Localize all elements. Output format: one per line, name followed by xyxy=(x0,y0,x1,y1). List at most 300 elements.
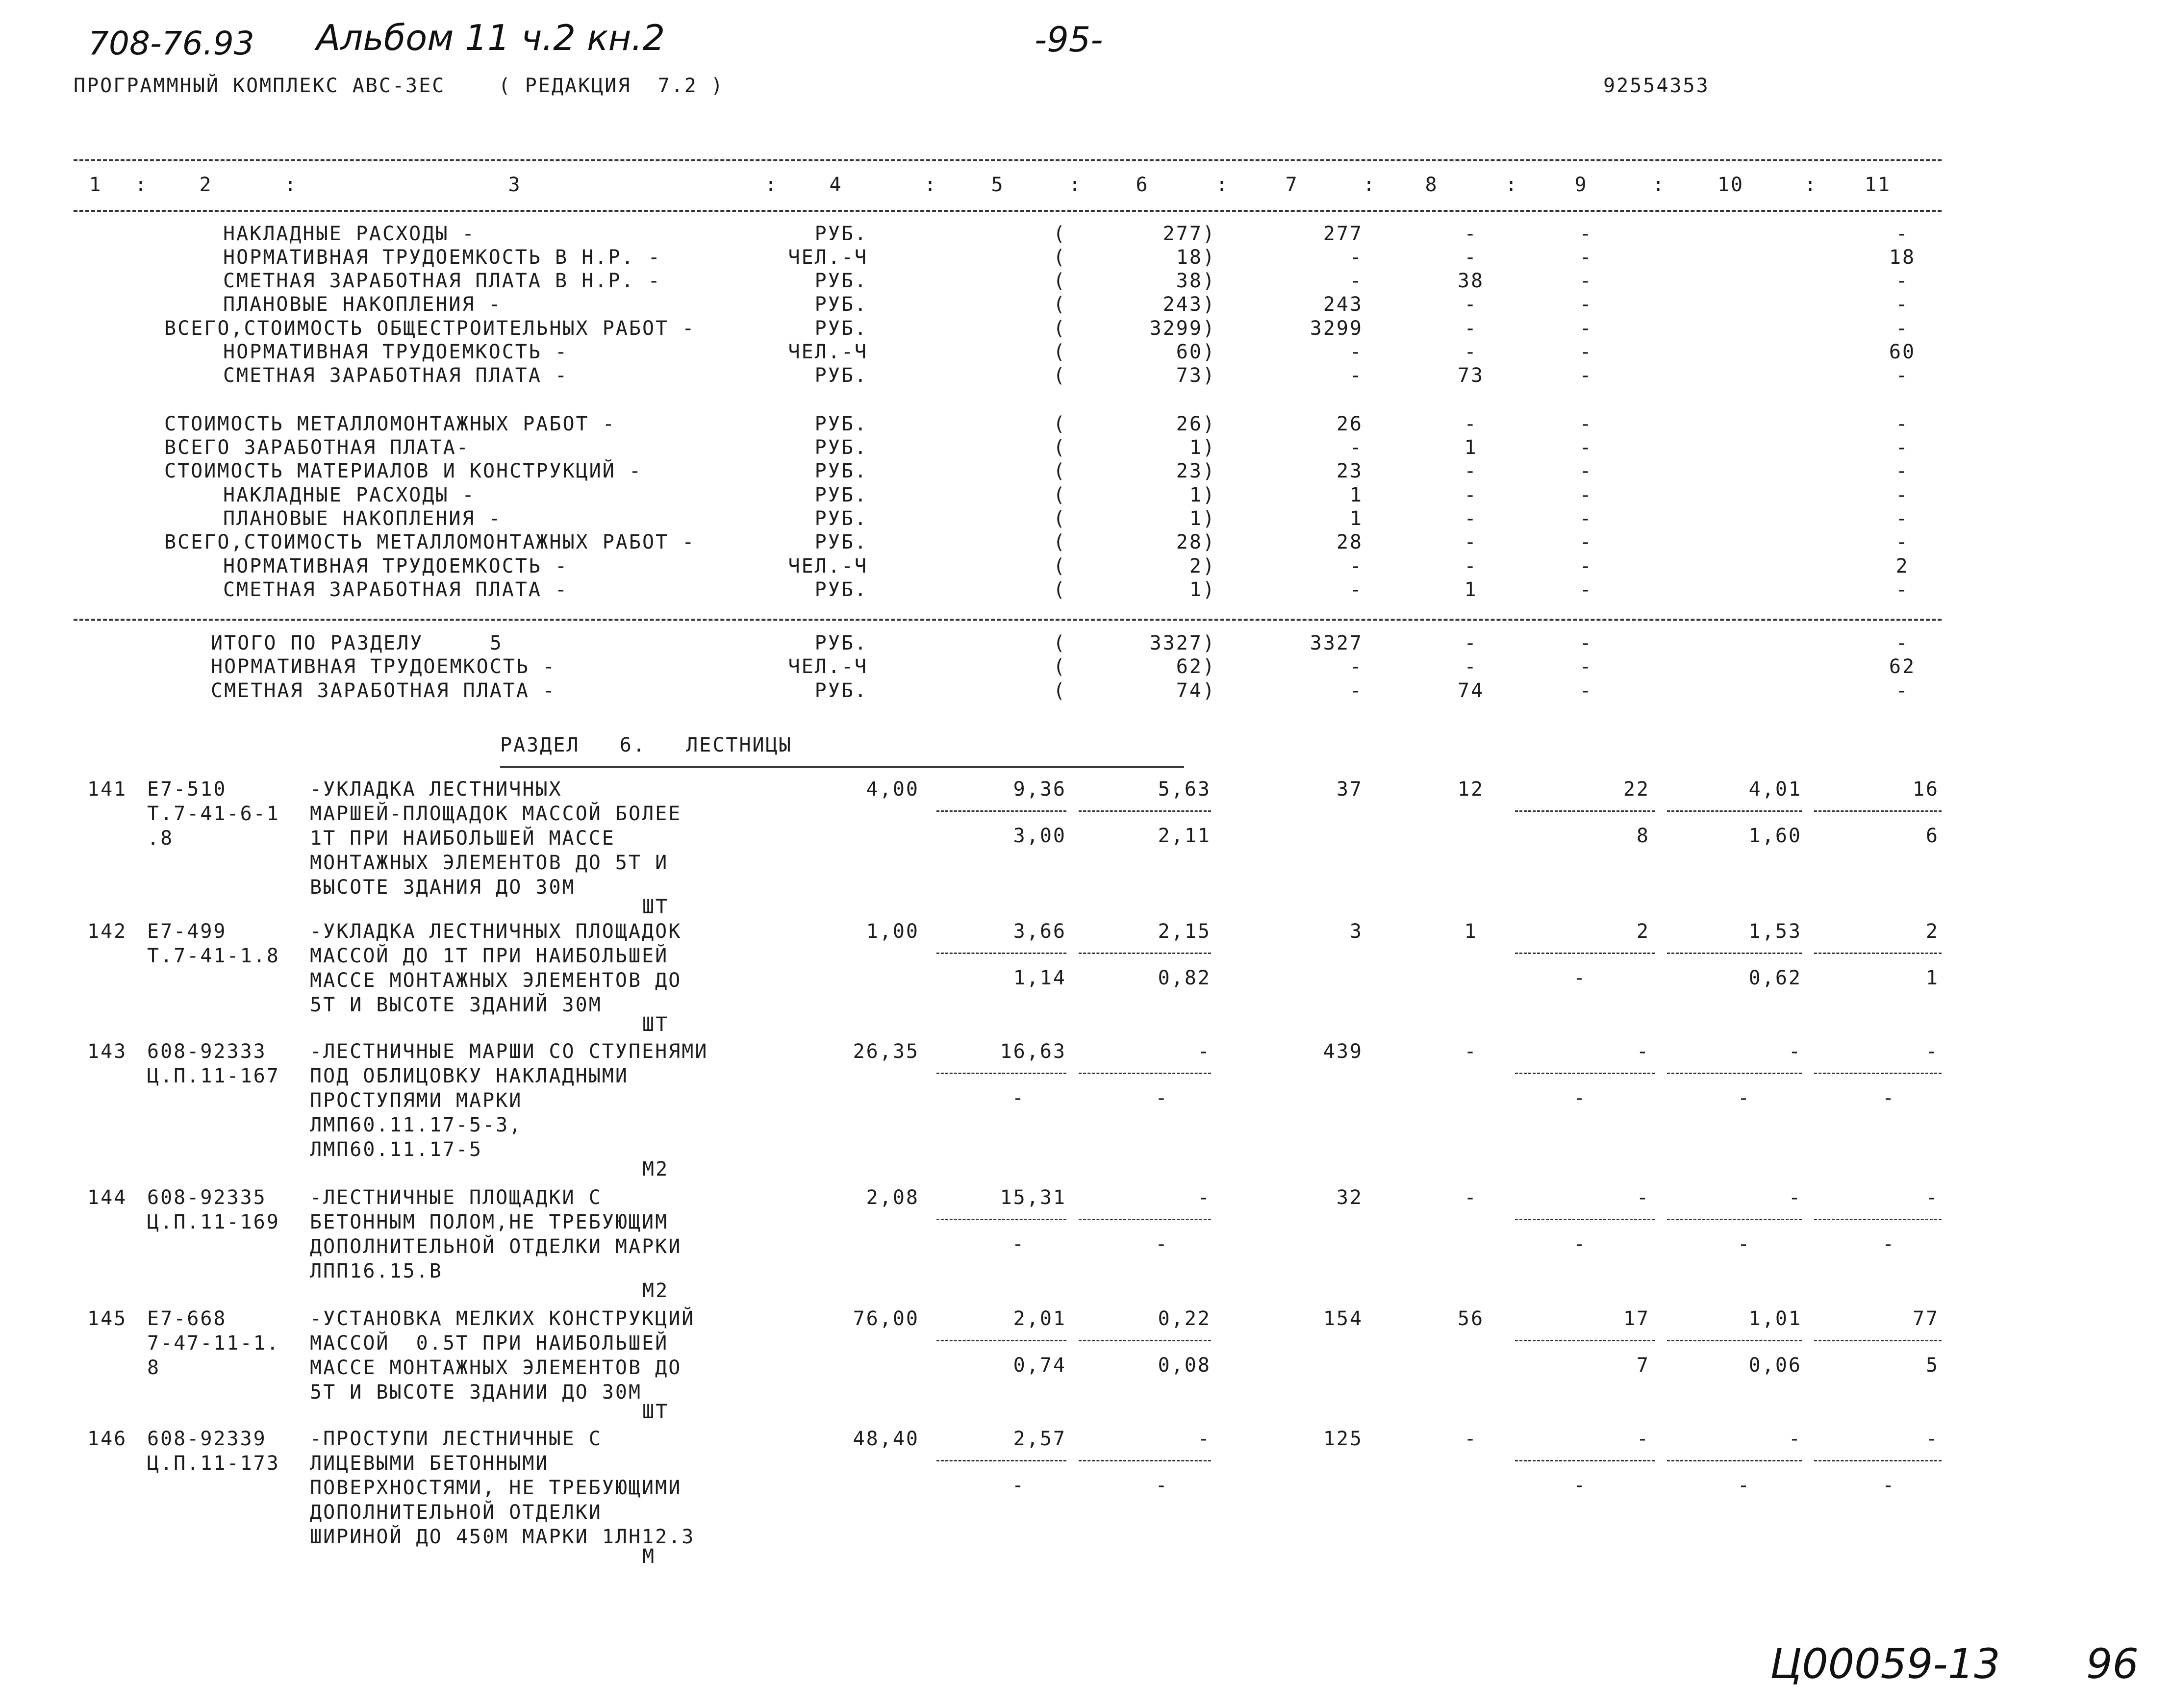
item-146-unit: М xyxy=(642,1545,656,1568)
total-row-col6-0: 3327) xyxy=(1149,632,1216,654)
summary-row-col7-0: 277 xyxy=(1323,223,1363,245)
total-row-paren-1: ( xyxy=(1053,655,1067,678)
summary-row-paren-9: ( xyxy=(1053,460,1067,482)
item-144-desc-1: БЕТОННЫМ ПОЛОМ,НЕ ТРЕБУЮЩИМ xyxy=(310,1211,669,1233)
summary-row-col11-1: 18 xyxy=(1889,246,1916,269)
summary-row-col11-12: - xyxy=(1895,531,1909,553)
item-145-col10: 1,01 xyxy=(1748,1307,1802,1330)
total-row-col8-0: - xyxy=(1464,632,1478,654)
item-144-desc-3: ЛПП16.15.В xyxy=(310,1260,443,1282)
item-142-col11: 2 xyxy=(1925,920,1939,943)
summary-row-col8-7: - xyxy=(1464,413,1478,435)
item-142-code-0: Е7-499 xyxy=(147,920,227,943)
item-144-col6: - xyxy=(1197,1186,1211,1209)
summary-row-col8-12: - xyxy=(1464,531,1478,553)
item-143-code-0: 608-92333 xyxy=(147,1040,267,1063)
item-141-col5: 9,36 xyxy=(1013,778,1066,801)
summary-row-name-14: СМЕТНАЯ ЗАРАБОТНАЯ ПЛАТА - xyxy=(223,578,569,601)
item-143-number: 143 xyxy=(87,1040,127,1063)
item-145-rule-11 xyxy=(1814,1340,1942,1341)
summary-row-col7-2: - xyxy=(1349,270,1363,292)
item-143-rule-6 xyxy=(1079,1073,1211,1074)
summary-row-name-6: СМЕТНАЯ ЗАРАБОТНАЯ ПЛАТА - xyxy=(223,364,569,387)
total-row-paren-0: ( xyxy=(1053,632,1067,654)
item-142-desc-2: МАССЕ МОНТАЖНЫХ ЭЛЕМЕНТОВ ДО xyxy=(310,969,682,992)
item-141-desc-1: МАРШЕЙ-ПЛОЩАДОК МАССОЙ БОЛЕЕ xyxy=(310,803,682,825)
summary-row-col7-3: 243 xyxy=(1323,293,1363,316)
summary-row-col9-5: - xyxy=(1579,341,1593,363)
item-142-col9-sub: - xyxy=(1573,967,1587,989)
item-146-col9: - xyxy=(1636,1428,1650,1450)
summary-row-col11-6: - xyxy=(1895,364,1909,387)
summary-row-col9-6: - xyxy=(1579,364,1593,387)
item-142-rule-5 xyxy=(936,953,1066,954)
summary-row-col6-14: 1) xyxy=(1189,578,1216,601)
item-143-col11: - xyxy=(1925,1040,1939,1063)
item-141-rule-10 xyxy=(1667,810,1802,812)
item-146-code-1: Ц.П.11-173 xyxy=(147,1452,280,1475)
summary-row-paren-0: ( xyxy=(1053,223,1067,245)
summary-row-name-13: НОРМАТИВНАЯ ТРУДОЕМКОСТЬ - xyxy=(223,555,569,578)
item-145-unit: ШТ xyxy=(642,1401,669,1423)
item-146-col5: 2,57 xyxy=(1013,1428,1066,1450)
item-144-rule-6 xyxy=(1079,1219,1211,1220)
summary-row-col8-9: - xyxy=(1464,460,1478,482)
item-141-col5-sub: 3,00 xyxy=(1013,825,1066,847)
summary-row-col8-11: - xyxy=(1464,507,1478,530)
summary-row-unit-3: РУБ. xyxy=(814,293,868,316)
summary-row-name-10: НАКЛАДНЫЕ РАСХОДЫ - xyxy=(223,484,476,506)
summary-row-col9-2: - xyxy=(1579,270,1593,292)
item-141-code-2: .8 xyxy=(147,827,174,850)
summary-row-unit-7: РУБ. xyxy=(814,413,868,435)
summary-row-paren-12: ( xyxy=(1053,531,1067,553)
summary-row-col6-11: 1) xyxy=(1189,507,1216,530)
summary-row-unit-8: РУБ. xyxy=(814,436,868,459)
summary-row-col11-13: 2 xyxy=(1895,555,1909,578)
summary-row-col7-10: 1 xyxy=(1349,484,1363,506)
item-146-rule-10 xyxy=(1667,1460,1802,1461)
summary-row-col8-2: 38 xyxy=(1457,270,1485,292)
item-146-col10-sub: - xyxy=(1737,1474,1751,1497)
item-143-code-1: Ц.П.11-167 xyxy=(147,1065,280,1087)
total-row-col7-2: - xyxy=(1349,679,1363,702)
summary-row-paren-8: ( xyxy=(1053,436,1067,459)
item-142-desc-3: 5Т И ВЫСОТЕ ЗДАНИЙ 30М xyxy=(310,994,602,1016)
summary-row-unit-1: ЧЕЛ.-Ч xyxy=(788,246,868,269)
item-145-code-0: Е7-668 xyxy=(147,1307,227,1330)
item-144-col11-sub: - xyxy=(1882,1233,1896,1256)
item-144-col8: - xyxy=(1464,1186,1478,1209)
summary-row-col6-13: 2) xyxy=(1189,555,1216,578)
summary-row-name-9: СТОИМОСТЬ МАТЕРИАЛОВ И КОНСТРУКЦИЙ - xyxy=(164,460,642,482)
summary-row-name-11: ПЛАНОВЫЕ НАКОПЛЕНИЯ - xyxy=(223,507,502,530)
item-144-number: 144 xyxy=(87,1186,127,1209)
summary-row-col6-6: 73) xyxy=(1176,364,1216,387)
column-header-10: 10 xyxy=(1717,174,1744,196)
item-141-col9-sub: 8 xyxy=(1636,825,1650,847)
total-row-name-0: ИТОГО ПО РАЗДЕЛУ 5 xyxy=(211,632,503,654)
summary-row-col7-9: 23 xyxy=(1336,460,1363,482)
item-145-col5-sub: 0,74 xyxy=(1013,1354,1066,1377)
item-143-col5-sub: - xyxy=(1011,1087,1026,1109)
total-row-col8-1: - xyxy=(1464,655,1478,678)
summary-row-paren-13: ( xyxy=(1053,555,1067,578)
column-separator-4: : xyxy=(924,174,938,196)
item-146-col11: - xyxy=(1925,1428,1939,1450)
item-143-col11-sub: - xyxy=(1882,1087,1896,1109)
total-row-col7-0: 3327 xyxy=(1310,632,1363,654)
summary-row-paren-1: ( xyxy=(1053,246,1067,269)
item-141-col6-sub: 2,11 xyxy=(1158,825,1211,847)
summary-row-col9-7: - xyxy=(1579,413,1593,435)
column-separator-1: : xyxy=(135,174,149,196)
item-142-rule-9 xyxy=(1515,953,1655,954)
item-142-number: 142 xyxy=(87,920,127,943)
column-separator-3: : xyxy=(765,174,779,196)
summary-row-unit-14: РУБ. xyxy=(814,578,868,601)
summary-row-paren-10: ( xyxy=(1053,484,1067,506)
summary-row-col6-2: 38) xyxy=(1176,270,1216,292)
item-142-col6: 2,15 xyxy=(1158,920,1211,943)
summary-row-paren-14: ( xyxy=(1053,578,1067,601)
summary-row-col6-1: 18) xyxy=(1176,246,1216,269)
item-146-col8: - xyxy=(1464,1428,1478,1450)
item-146-desc-4: ШИРИНОЙ ДО 450М МАРКИ 1ЛН12.3 xyxy=(310,1526,695,1548)
total-row-name-1: НОРМАТИВНАЯ ТРУДОЕМКОСТЬ - xyxy=(211,655,556,678)
item-144-col11: - xyxy=(1925,1186,1939,1209)
summary-row-col11-10: - xyxy=(1895,484,1909,506)
header-rule-top xyxy=(74,159,1942,161)
footer-page: 96 xyxy=(2086,1640,2139,1688)
summary-row-unit-9: РУБ. xyxy=(814,460,868,482)
item-146-col9-sub: - xyxy=(1573,1474,1587,1497)
item-142-col8: 1 xyxy=(1464,920,1478,943)
item-146-rule-5 xyxy=(936,1460,1066,1461)
item-146-rule-9 xyxy=(1515,1460,1655,1461)
item-146-desc-2: ПОВЕРХНОСТЯМИ, НЕ ТРЕБУЮЩИМИ xyxy=(310,1477,682,1499)
item-144-col9: - xyxy=(1636,1186,1650,1209)
item-142-col5-sub: 1,14 xyxy=(1013,967,1066,989)
summary-row-paren-4: ( xyxy=(1053,317,1067,340)
summary-row-col6-10: 1) xyxy=(1189,484,1216,506)
summary-row-col7-8: - xyxy=(1349,436,1363,459)
item-141-desc-4: ВЫСОТЕ ЗДАНИЯ ДО 30М xyxy=(310,876,576,899)
item-146-col6-sub: - xyxy=(1155,1474,1169,1497)
total-row-unit-0: РУБ. xyxy=(814,632,868,654)
summary-row-col6-9: 23) xyxy=(1176,460,1216,482)
total-row-col9-1: - xyxy=(1579,655,1593,678)
summary-row-col11-0: - xyxy=(1895,223,1909,245)
summary-row-col9-0: - xyxy=(1579,223,1593,245)
item-145-qty: 76,00 xyxy=(853,1307,919,1330)
column-separator-10: : xyxy=(1804,174,1818,196)
item-142-code-1: Т.7-41-1.8 xyxy=(147,945,280,967)
summary-row-col8-8: 1 xyxy=(1464,436,1478,459)
summary-row-col6-0: 277) xyxy=(1162,223,1216,245)
item-144-desc-2: ДОПОЛНИТЕЛЬНОЙ ОТДЕЛКИ МАРКИ xyxy=(310,1235,682,1258)
summary-row-name-3: ПЛАНОВЫЕ НАКОПЛЕНИЯ - xyxy=(223,293,502,316)
summary-row-unit-11: РУБ. xyxy=(814,507,868,530)
item-142-col7: 3 xyxy=(1349,920,1363,943)
item-143-rule-5 xyxy=(936,1073,1066,1074)
item-142-col10: 1,53 xyxy=(1748,920,1802,943)
summary-row-col11-2: - xyxy=(1895,270,1909,292)
summary-row-unit-10: РУБ. xyxy=(814,484,868,506)
item-143-col8: - xyxy=(1464,1040,1478,1063)
summary-row-col8-3: - xyxy=(1464,293,1478,316)
item-142-qty: 1,00 xyxy=(866,920,919,943)
album-label: Альбом 11 ч.2 кн.2 xyxy=(316,17,665,58)
item-141-col6: 5,63 xyxy=(1158,778,1211,801)
item-144-desc-0: -ЛЕСТНИЧНЫЕ ПЛОЩАДКИ С xyxy=(310,1186,602,1209)
item-144-col5: 15,31 xyxy=(1000,1186,1066,1209)
summary-row-paren-5: ( xyxy=(1053,341,1067,363)
total-row-col11-0: - xyxy=(1895,632,1909,654)
summary-row-col9-11: - xyxy=(1579,507,1593,530)
item-143-rule-10 xyxy=(1667,1073,1802,1074)
summary-row-col11-14: - xyxy=(1895,578,1909,601)
summary-row-name-1: НОРМАТИВНАЯ ТРУДОЕМКОСТЬ В Н.Р. - xyxy=(223,246,661,269)
item-141-number: 141 xyxy=(87,778,127,801)
item-145-col11-sub: 5 xyxy=(1925,1354,1939,1377)
item-141-col9: 22 xyxy=(1623,778,1650,801)
summary-row-col8-10: - xyxy=(1464,484,1478,506)
item-145-desc-1: МАССОЙ 0.5Т ПРИ НАИБОЛЬШЕЙ xyxy=(310,1332,669,1355)
item-141-code-1: Т.7-41-6-1 xyxy=(147,803,280,825)
total-row-col7-1: - xyxy=(1349,655,1363,678)
summary-row-name-5: НОРМАТИВНАЯ ТРУДОЕМКОСТЬ - xyxy=(223,341,569,363)
item-143-col6-sub: - xyxy=(1155,1087,1169,1109)
summary-row-col8-1: - xyxy=(1464,246,1478,269)
summary-row-col11-8: - xyxy=(1895,436,1909,459)
summary-row-col7-14: - xyxy=(1349,578,1363,601)
total-row-paren-2: ( xyxy=(1053,679,1067,702)
item-144-rule-9 xyxy=(1515,1219,1655,1220)
total-row-unit-1: ЧЕЛ.-Ч xyxy=(788,655,868,678)
summary-row-paren-11: ( xyxy=(1053,507,1067,530)
summary-row-col6-3: 243) xyxy=(1162,293,1216,316)
item-141-rule-6 xyxy=(1079,810,1211,812)
item-143-desc-4: ЛМП60.11.17-5 xyxy=(310,1138,483,1161)
summary-row-paren-2: ( xyxy=(1053,270,1067,292)
item-146-col6: - xyxy=(1197,1428,1211,1450)
item-142-col10-sub: 0,62 xyxy=(1748,967,1802,989)
summary-row-unit-2: РУБ. xyxy=(814,270,868,292)
column-header-6: 6 xyxy=(1136,174,1149,196)
item-142-col9: 2 xyxy=(1636,920,1650,943)
summary-row-col6-7: 26) xyxy=(1176,413,1216,435)
item-145-rule-10 xyxy=(1667,1340,1802,1341)
column-separator-2: : xyxy=(284,174,298,196)
item-146-qty: 48,40 xyxy=(853,1428,919,1450)
item-143-desc-2: ПРОСТУПЯМИ МАРКИ xyxy=(310,1089,523,1112)
item-146-rule-11 xyxy=(1814,1460,1942,1461)
column-header-1: 1 xyxy=(89,174,102,196)
item-145-col6-sub: 0,08 xyxy=(1158,1354,1211,1377)
summary-row-col9-14: - xyxy=(1579,578,1593,601)
summary-row-col7-1: - xyxy=(1349,246,1363,269)
item-145-code-1: 7-47-11-1. xyxy=(147,1332,280,1355)
item-146-number: 146 xyxy=(87,1428,127,1450)
item-141-code-0: Е7-510 xyxy=(147,778,227,801)
item-143-col5: 16,63 xyxy=(1000,1040,1066,1063)
item-143-col10: - xyxy=(1788,1040,1802,1063)
item-141-col7: 37 xyxy=(1336,778,1363,801)
column-header-2: 2 xyxy=(199,174,213,196)
item-143-unit: М2 xyxy=(642,1158,669,1181)
item-143-rule-11 xyxy=(1814,1073,1942,1074)
column-separator-7: : xyxy=(1363,174,1377,196)
item-145-code-2: 8 xyxy=(147,1356,161,1379)
summary-row-unit-6: РУБ. xyxy=(814,364,868,387)
summary-row-col11-3: - xyxy=(1895,293,1909,316)
item-143-col7: 439 xyxy=(1323,1040,1363,1063)
item-145-col7: 154 xyxy=(1323,1307,1363,1330)
summary-row-col9-1: - xyxy=(1579,246,1593,269)
item-145-col9: 17 xyxy=(1623,1307,1650,1330)
summary-row-unit-13: ЧЕЛ.-Ч xyxy=(788,555,868,578)
item-145-col6: 0,22 xyxy=(1158,1307,1211,1330)
item-144-col10-sub: - xyxy=(1737,1233,1751,1256)
summary-row-col7-7: 26 xyxy=(1336,413,1363,435)
totals-rule xyxy=(74,619,1942,621)
item-142-col6-sub: 0,82 xyxy=(1158,967,1211,989)
total-row-col11-2: - xyxy=(1895,679,1909,702)
column-header-4: 4 xyxy=(829,174,843,196)
item-142-col5: 3,66 xyxy=(1013,920,1066,943)
total-row-name-2: СМЕТНАЯ ЗАРАБОТНАЯ ПЛАТА - xyxy=(211,679,556,702)
summary-row-col11-7: - xyxy=(1895,413,1909,435)
item-141-unit: ШТ xyxy=(642,896,669,918)
item-146-rule-6 xyxy=(1079,1460,1211,1461)
item-141-col11-sub: 6 xyxy=(1925,825,1939,847)
summary-row-name-4: ВСЕГО,СТОИМОСТЬ ОБЩЕСТРОИТЕЛЬНЫХ РАБОТ - xyxy=(164,317,696,340)
item-145-rule-6 xyxy=(1079,1340,1211,1341)
item-144-code-0: 608-92335 xyxy=(147,1186,267,1209)
summary-row-col7-5: - xyxy=(1349,341,1363,363)
section-underline xyxy=(500,766,1184,769)
summary-row-col9-9: - xyxy=(1579,460,1593,482)
item-141-col11: 16 xyxy=(1912,778,1939,801)
item-141-rule-9 xyxy=(1515,810,1655,812)
summary-row-col11-9: - xyxy=(1895,460,1909,482)
summary-row-col9-3: - xyxy=(1579,293,1593,316)
summary-row-col8-6: 73 xyxy=(1457,364,1485,387)
item-144-col9-sub: - xyxy=(1573,1233,1587,1256)
item-144-rule-11 xyxy=(1814,1219,1942,1220)
summary-row-col6-5: 60) xyxy=(1176,341,1216,363)
item-143-col10-sub: - xyxy=(1737,1087,1751,1109)
item-146-col11-sub: - xyxy=(1882,1474,1896,1497)
summary-row-paren-6: ( xyxy=(1053,364,1067,387)
item-143-col6: - xyxy=(1197,1040,1211,1063)
column-separator-6: : xyxy=(1216,174,1230,196)
item-142-rule-11 xyxy=(1814,953,1942,954)
summary-row-col9-8: - xyxy=(1579,436,1593,459)
summary-row-col8-5: - xyxy=(1464,341,1478,363)
item-143-col9-sub: - xyxy=(1573,1087,1587,1109)
summary-row-col9-10: - xyxy=(1579,484,1593,506)
summary-row-col8-14: 1 xyxy=(1464,578,1478,601)
header-rule-bottom xyxy=(74,210,1942,212)
item-144-col10: - xyxy=(1788,1186,1802,1209)
summary-row-name-7: СТОИМОСТЬ МЕТАЛЛОМОНТАЖНЫХ РАБОТ - xyxy=(164,413,616,435)
item-143-desc-1: ПОД ОБЛИЦОВКУ НАКЛАДНЫМИ xyxy=(310,1065,629,1087)
item-141-desc-2: 1Т ПРИ НАИБОЛЬШЕЙ МАССЕ xyxy=(310,827,615,850)
item-144-code-1: Ц.П.11-169 xyxy=(147,1211,280,1233)
item-145-col8: 56 xyxy=(1457,1307,1485,1330)
total-row-col9-2: - xyxy=(1579,679,1593,702)
item-145-number: 145 xyxy=(87,1307,127,1330)
column-header-9: 9 xyxy=(1574,174,1588,196)
summary-row-unit-12: РУБ. xyxy=(814,531,868,553)
item-143-rule-9 xyxy=(1515,1073,1655,1074)
summary-row-col7-12: 28 xyxy=(1336,531,1363,553)
item-146-desc-1: ЛИЦЕВЫМИ БЕТОННЫМИ xyxy=(310,1452,549,1475)
item-143-desc-0: -ЛЕСТНИЧНЫЕ МАРШИ СО СТУПЕНЯМИ xyxy=(310,1040,708,1063)
total-row-col9-0: - xyxy=(1579,632,1593,654)
summary-row-col11-5: 60 xyxy=(1889,341,1916,363)
item-146-desc-3: ДОПОЛНИТЕЛЬНОЙ ОТДЕЛКИ xyxy=(310,1501,602,1524)
summary-row-name-2: СМЕТНАЯ ЗАРАБОТНАЯ ПЛАТА В Н.Р. - xyxy=(223,270,661,292)
summary-row-col7-13: - xyxy=(1349,555,1363,578)
column-header-11: 11 xyxy=(1864,174,1892,196)
total-row-col6-2: 74) xyxy=(1176,679,1216,702)
summary-row-unit-4: РУБ. xyxy=(814,317,868,340)
summary-row-col11-11: - xyxy=(1895,507,1909,530)
item-141-col10-sub: 1,60 xyxy=(1748,825,1802,847)
item-146-code-0: 608-92339 xyxy=(147,1428,267,1450)
item-143-desc-3: ЛМП60.11.17-5-3, xyxy=(310,1114,523,1136)
item-146-col5-sub: - xyxy=(1011,1474,1026,1497)
item-145-desc-0: -УСТАНОВКА МЕЛКИХ КОНСТРУКЦИЙ xyxy=(310,1307,695,1330)
item-141-col10: 4,01 xyxy=(1748,778,1802,801)
item-144-col5-sub: - xyxy=(1011,1233,1026,1256)
item-145-col11: 77 xyxy=(1912,1307,1939,1330)
item-145-rule-9 xyxy=(1515,1340,1655,1341)
summary-row-col11-4: - xyxy=(1895,317,1909,340)
item-146-col7: 125 xyxy=(1323,1428,1363,1450)
footer-code: Ц00059-13 xyxy=(1770,1640,2000,1688)
item-145-col10-sub: 0,06 xyxy=(1748,1354,1802,1377)
column-header-3: 3 xyxy=(508,174,522,196)
total-row-col11-1: 62 xyxy=(1889,655,1916,678)
item-142-unit: ШТ xyxy=(642,1013,669,1036)
total-row-col8-2: 74 xyxy=(1457,679,1485,702)
summary-row-col8-4: - xyxy=(1464,317,1478,340)
doc-number: 708-76.93 xyxy=(88,25,254,62)
item-141-desc-0: -УКЛАДКА ЛЕСТНИЧНЫХ xyxy=(310,778,562,801)
summary-row-name-12: ВСЕГО,СТОИМОСТЬ МЕТАЛЛОМОНТАЖНЫХ РАБОТ - xyxy=(164,531,696,553)
column-header-5: 5 xyxy=(991,174,1005,196)
summary-row-paren-3: ( xyxy=(1053,293,1067,316)
summary-row-col6-12: 28) xyxy=(1176,531,1216,553)
item-142-desc-1: МАССОЙ ДО 1Т ПРИ НАИБОЛЬШЕЙ xyxy=(310,945,669,967)
column-separator-5: : xyxy=(1069,174,1083,196)
item-142-rule-6 xyxy=(1079,953,1211,954)
item-141-desc-3: МОНТАЖНЫХ ЭЛЕМЕНТОВ ДО 5Т И xyxy=(310,852,669,874)
document-code: 92554353 xyxy=(1603,75,1710,97)
summary-row-col9-4: - xyxy=(1579,317,1593,340)
summary-row-col7-6: - xyxy=(1349,364,1363,387)
summary-row-paren-7: ( xyxy=(1053,413,1067,435)
item-144-col6-sub: - xyxy=(1155,1233,1169,1256)
item-142-rule-10 xyxy=(1667,953,1802,954)
summary-row-unit-5: ЧЕЛ.-Ч xyxy=(788,341,868,363)
item-142-desc-0: -УКЛАДКА ЛЕСТНИЧНЫХ ПЛОЩАДОК xyxy=(310,920,682,943)
column-separator-9: : xyxy=(1652,174,1666,196)
